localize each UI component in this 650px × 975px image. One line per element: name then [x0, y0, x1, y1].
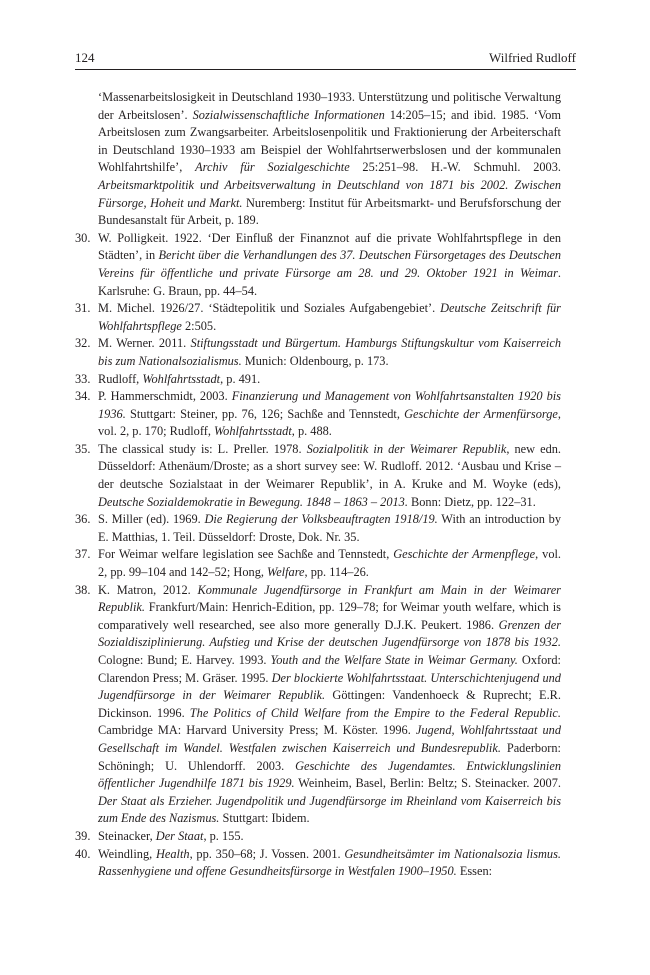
- endnote-text: [98, 828, 561, 846]
- italic-title: Jugend, Wohlfahrtsstaat und Gesellschaft im Wandel. Westfalen zwischen Kaiserreich und Bundesrepublik.: [98, 723, 561, 755]
- endnote-37: [75, 546, 561, 581]
- header-rule: [75, 69, 576, 70]
- endnote-number: 34.: [75, 389, 91, 404]
- italic-title: Sozialwissenschaftliche Informationen: [192, 107, 385, 122]
- note-text: Oxford: Clarendon Press; M. Gräser. 1995.: [98, 653, 561, 685]
- note-text: 25:251–98. H.-W. Schmuhl. 2003.: [349, 160, 561, 175]
- note-text: Göttingen: Vandenhoeck & Ruprecht; E.R. Dickinson. 1996.: [98, 688, 561, 720]
- note-text: ‘Massenarbeitslosigkeit in Deutschland 1930–1933. Unterstützung und politische Verwaltung der Arbeitslosen’.: [98, 90, 561, 122]
- endnote-32: [75, 335, 561, 370]
- endnote-number: 40.: [75, 846, 91, 861]
- note-text: Frankfurt/Main: Henrich-Edition, pp. 129–78; for Weimar youth welfare, which is comparatively well researched, see also more generally D.J.K. Peukert. 1986.: [98, 600, 561, 632]
- endnote-text: [98, 846, 561, 881]
- italic-title: Arbeitsmarktpolitik und Arbeitsverwaltung in Deutschland von 1871 bis 2002. Zwischen Fürsorge, Hoheit und Markt.: [98, 177, 561, 210]
- italic-title: Die Regierung der Volksbeauftragten 1918/19.: [204, 512, 438, 527]
- endnote-34: [75, 388, 561, 441]
- note-text: M. Werner. 2011.: [98, 336, 191, 351]
- note-text: Cambridge MA: Harvard University Press; M. Köster. 1996.: [98, 723, 416, 738]
- italic-title: The Politics of Child Welfare from the Empire to the Federal Republic.: [189, 705, 561, 720]
- note-text: Stuttgart: Ibidem.: [219, 811, 310, 826]
- endnote-text: [98, 335, 561, 370]
- endnote-text: [98, 230, 561, 300]
- italic-title: Archiv für Sozialgeschichte: [195, 160, 350, 175]
- endnote-30: [75, 230, 561, 300]
- note-text: Rudloff,: [98, 371, 143, 386]
- endnote-text: [98, 511, 561, 546]
- note-text: , pp. 114–26.: [304, 565, 369, 580]
- note-text: For Weimar welfare legislation see Sachße and Tennstedt,: [98, 547, 394, 562]
- note-text: Weinheim, Basel, Berlin: Beltz; S. Steinacker. 2007.: [294, 776, 561, 791]
- note-text: , p. 488.: [291, 424, 332, 439]
- endnote-text: [98, 388, 561, 441]
- endnote-38: [75, 582, 561, 828]
- italic-title: Health: [155, 846, 190, 861]
- italic-title: Youth and the Welfare State in Weimar Germany.: [270, 653, 518, 667]
- endnote-36: [75, 511, 561, 546]
- note-text: , new edn. Düsseldorf: Athenäum/Droste; as a short survey see: W. Rudloff. 2012. ‘Ausbau und Krise – der deutsche Sozialstaat in der Weimarer Republik’, in A. Kruke and M. Woyke (eds),: [98, 441, 562, 492]
- note-text: Weindling,: [98, 846, 156, 861]
- italic-title: Wohlfahrtsstadt: [214, 424, 292, 439]
- endnote-35: [75, 441, 561, 511]
- endnote-text: [98, 300, 561, 335]
- running-head-author: Wilfried Rudloff: [489, 50, 576, 65]
- note-text: P. Hammerschmidt, 2003.: [98, 389, 232, 404]
- note-text: 2:505.: [181, 318, 217, 333]
- endnote-number: 39.: [75, 828, 91, 843]
- italic-title: Welfare: [267, 565, 305, 580]
- italic-title: Deutsche Sozialdemokratie in Bewegung. 1848 – 1863 – 2013.: [98, 494, 408, 509]
- endnote-39: [75, 828, 561, 846]
- endnote-33: [75, 371, 561, 389]
- endnote-text: [75, 89, 561, 230]
- italic-title: Grenzen der Sozialdisziplinierung. Aufstieg und Krise der deutschen Jugendfürsorge von 1878 bis 1932.: [98, 617, 561, 650]
- endnote-text: [98, 582, 561, 828]
- endnote-text: [98, 371, 561, 389]
- endnote-text: [98, 441, 561, 511]
- endnote-40: [75, 846, 561, 881]
- note-text: Steinacker,: [98, 828, 156, 843]
- note-text: Paderborn: Schöningh; U. Uhlendorff. 2003.: [98, 740, 561, 773]
- note-text: M. Michel. 1926/27. ‘Städtepolitik und Soziales Aufgabengebiet’.: [98, 301, 441, 316]
- endnotes-list: [75, 89, 561, 881]
- note-text: , pp. 350–68; J. Vossen. 2001.: [189, 846, 345, 861]
- note-text: , p. 491.: [220, 371, 261, 386]
- italic-title: Geschichte der Armenpflege: [393, 547, 536, 562]
- italic-title: Wohlfahrtsstadt: [142, 371, 221, 386]
- running-header: [75, 44, 576, 66]
- italic-title: Geschichte der Armenfürsorge: [404, 406, 558, 421]
- endnote-number: 36.: [75, 512, 91, 527]
- italic-title: Der Staat als Erzieher. Jugendpolitik und Jugendfürsorge im Rheinland vom Kaiserreich bis zum Ende des Nazismus.: [98, 793, 561, 826]
- italic-title: Finanzierung und Management von Wohlfahrtsanstalten 1920 bis 1936.: [98, 389, 561, 421]
- note-text: Munich: Oldenbourg, p. 173.: [241, 353, 389, 368]
- note-text: The classical study is: L. Preller. 1978.: [98, 441, 307, 456]
- endnote-continuation: [75, 89, 561, 230]
- endnote-number: 33.: [75, 371, 91, 386]
- note-text: S. Miller (ed). 1969.: [98, 512, 205, 527]
- endnote-number: 38.: [75, 582, 91, 597]
- italic-title: Der Staat: [155, 828, 204, 843]
- note-text: K. Matron, 2012.: [98, 582, 198, 597]
- endnote-text: [98, 546, 561, 581]
- note-text: Essen:: [456, 864, 493, 879]
- note-text: Bonn: Dietz, pp. 122–31.: [407, 494, 536, 509]
- note-text: W. Polligkeit. 1922. ‘Der Einfluß der Finanznot auf die private Wohlfahrtspflege in den Städten’, in: [98, 230, 561, 263]
- endnote-number: 37.: [75, 547, 91, 562]
- page-number: 124: [75, 50, 95, 65]
- note-text: , p. 155.: [203, 828, 244, 843]
- endnote-number: 31.: [75, 301, 91, 316]
- endnote-31: [75, 300, 561, 335]
- italic-title: Stiftungsstadt und Bürgertum. Hamburgs Stiftungskultur vom Kaiserreich bis zum Nationalsozialismus.: [98, 336, 561, 368]
- italic-title: Deutsche Zeitschrift für Wohlfahrtspflege: [98, 301, 561, 333]
- note-text: Stuttgart: Steiner, pp. 76, 126; Sachße and Tennstedt,: [125, 406, 405, 421]
- note-text: . Karlsruhe: G. Braun, pp. 44–54.: [98, 265, 561, 298]
- endnote-number: 30.: [75, 230, 91, 245]
- note-text: Cologne: Bund; E. Harvey. 1993.: [98, 653, 271, 667]
- italic-title: Kommunale Jugendfürsorge in Frankfurt am Main in der Weimarer Republik.: [98, 582, 561, 615]
- italic-title: Der blockierte Wohlfahrtsstaat. Unterschichtenjugend und Jugendfürsorge in der Weimarer Republik.: [98, 670, 561, 703]
- note-text: Nuremberg: Institut für Arbeitsmarkt- und Berufsforschung der Bundesanstalt für Arbeit, p. 189.: [98, 195, 561, 228]
- italic-title: Bericht über die Verhandlungen des 37. Deutschen Fürsorgetages des Deutschen Vereins für öffentliche und private Fürsorge am 28. und 29. Oktober 1921 in Weimar: [98, 248, 561, 280]
- italic-title: Gesundheitsämter im Nationalsozia lismus. Rassenhygiene und offene Gesundheitsfürsorge in Westfalen 1900–1950.: [98, 846, 561, 879]
- endnote-number: 35.: [75, 441, 91, 456]
- italic-title: Sozialpolitik in der Weimarer Republik: [306, 441, 507, 456]
- italic-title: Geschichte des Jugendamtes. Entwicklungslinien öffentlicher Jugendhilfe 1871 bis 1929.: [98, 758, 562, 791]
- note-text: , vol. 2, pp. 99–104 and 142–52; Hong,: [98, 547, 562, 580]
- note-text: , vol. 2, p. 170; Rudloff,: [98, 406, 561, 439]
- endnote-number: 32.: [75, 336, 91, 351]
- note-text: 14:205–15; and ibid. 1985. ‘Vom Arbeitslosen zum Zwangsarbeiter. Arbeitslosenpolitik und Fraktionierung der Arbeiterschaft in Deutschland 1930–1933 am Beispiel der Wohlfahrtserwerbslosen und der kommunalen Wohlfahrtshilfe’,: [98, 107, 562, 175]
- note-text: With an introduction by E. Matthias, 1. Teil. Düsseldorf: Droste, Dok. Nr. 35.: [98, 512, 561, 544]
